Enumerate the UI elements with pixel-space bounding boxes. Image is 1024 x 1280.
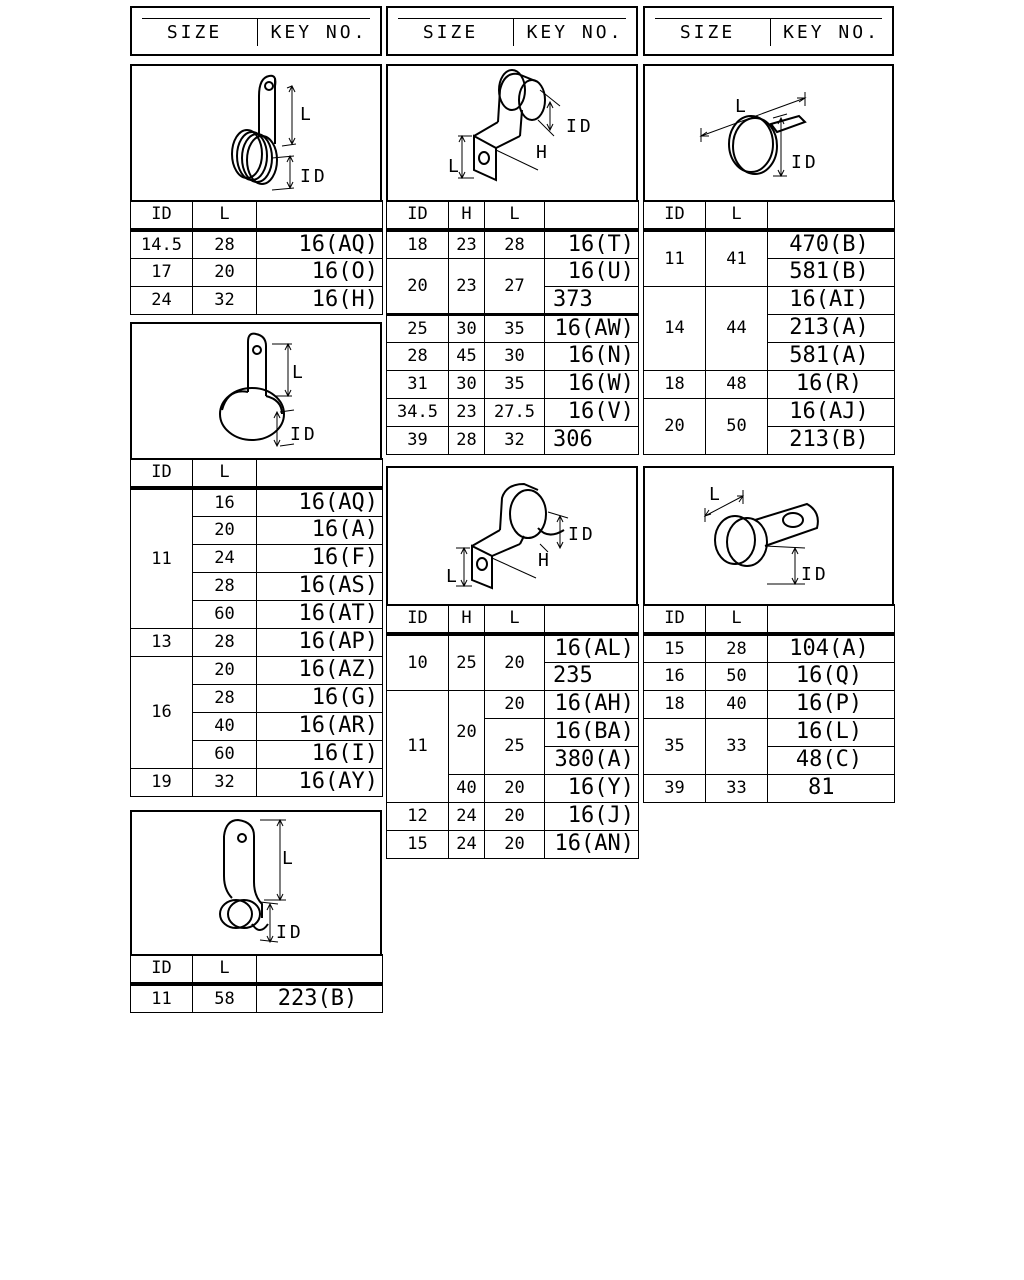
- table-row: [131, 488, 383, 517]
- key-no-cell: 16(Y): [545, 774, 639, 802]
- size-cell: 10: [387, 634, 449, 691]
- size-cell: 15: [644, 634, 706, 663]
- size-cell: 24: [193, 544, 257, 572]
- key-no-cell: 16(AL): [545, 634, 639, 663]
- key-no-cell: 16(AH): [545, 690, 639, 718]
- size-cell: H: [449, 605, 485, 634]
- key-no-cell: 16(G): [257, 684, 383, 712]
- table-row: [131, 258, 383, 286]
- dim-h-label: H: [538, 550, 549, 571]
- size-cell: 18: [644, 370, 706, 398]
- size-cell: ID: [131, 955, 193, 984]
- table-row: [387, 398, 639, 426]
- size-cell: 34.5: [387, 398, 449, 426]
- table-row: [644, 662, 895, 690]
- table-header-row: [131, 201, 383, 230]
- size-cell: 23: [449, 230, 485, 259]
- table-row: [387, 830, 639, 858]
- size-cell: [545, 605, 639, 634]
- figure-coil-clip: [130, 64, 382, 202]
- size-cell: 13: [131, 628, 193, 656]
- key-no-cell: 16(H): [257, 286, 383, 314]
- key-no-cell: 16(R): [768, 370, 895, 398]
- size-cell: 30: [449, 370, 485, 398]
- key-no-cell: 16(V): [545, 398, 639, 426]
- key-no-cell: 16(AZ): [257, 656, 383, 684]
- size-cell: 33: [706, 718, 768, 774]
- table-row: [644, 774, 895, 802]
- size-cell: 20: [644, 398, 706, 454]
- key-no-cell: 16(L): [768, 718, 895, 746]
- size-cell: 45: [449, 342, 485, 370]
- size-cell: 20: [449, 690, 485, 774]
- dim-l-label: L: [300, 104, 311, 125]
- size-cell: 20: [485, 774, 545, 802]
- size-cell: 28: [706, 634, 768, 663]
- key-no-cell: 16(P): [768, 690, 895, 718]
- key-no-cell: 16(AT): [257, 600, 383, 628]
- key-no-cell: 16(BA): [545, 718, 639, 746]
- size-cell: 28: [387, 342, 449, 370]
- dim-id-label: ID: [566, 116, 594, 137]
- table-row: [387, 690, 639, 718]
- size-cell: 60: [193, 740, 257, 768]
- key-no-cell: 16(AQ): [257, 488, 383, 517]
- size-cell: 30: [485, 342, 545, 370]
- table-row: [644, 370, 895, 398]
- size-cell: 32: [193, 286, 257, 314]
- size-heading: SIZE: [422, 22, 479, 43]
- size-cell: 14: [644, 286, 706, 370]
- size-cell: 30: [449, 314, 485, 342]
- key-no-heading: KEY NO.: [526, 22, 624, 43]
- size-cell: 28: [485, 230, 545, 259]
- size-cell: 40: [706, 690, 768, 718]
- key-no-cell: 16(J): [545, 802, 639, 830]
- size-cell: 24: [131, 286, 193, 314]
- table-saddle-clip: [386, 604, 639, 859]
- size-cell: 28: [449, 426, 485, 454]
- size-cell: ID: [387, 605, 449, 634]
- figure-flat-tab-clip: [643, 466, 894, 606]
- size-cell: 20: [193, 656, 257, 684]
- size-cell: L: [193, 955, 257, 984]
- dim-l-label: L: [448, 156, 459, 177]
- size-cell: L: [706, 201, 768, 230]
- size-cell: 35: [485, 370, 545, 398]
- size-cell: [545, 201, 639, 230]
- key-no-cell: 48(C): [768, 746, 895, 774]
- table-row: [131, 768, 383, 796]
- size-cell: 24: [449, 830, 485, 858]
- size-cell: 28: [193, 628, 257, 656]
- table-header-row: [131, 459, 383, 488]
- size-cell: [768, 605, 895, 634]
- size-cell: 25: [449, 634, 485, 691]
- table-row: [131, 656, 383, 684]
- size-cell: 20: [485, 830, 545, 858]
- size-cell: 15: [387, 830, 449, 858]
- size-cell: L: [485, 605, 545, 634]
- table-row: [644, 690, 895, 718]
- dim-id-label: ID: [801, 564, 829, 585]
- key-no-cell: 16(AP): [257, 628, 383, 656]
- table-row: [644, 230, 895, 259]
- table-row: [131, 230, 383, 259]
- key-no-cell: 213(A): [768, 314, 895, 342]
- table-ring-clip: [643, 200, 895, 455]
- figure-loop-clip: [130, 322, 382, 460]
- key-no-cell: 16(N): [545, 342, 639, 370]
- dim-l-label: L: [709, 484, 720, 505]
- table-row: [387, 342, 639, 370]
- size-cell: 39: [644, 774, 706, 802]
- figure-double-clip: [386, 64, 638, 202]
- key-no-cell: 16(W): [545, 370, 639, 398]
- size-cell: 27: [485, 258, 545, 314]
- header-col2: [386, 6, 638, 56]
- figure-ring-clip: [643, 64, 894, 202]
- table-row: [644, 398, 895, 426]
- key-no-cell: 235: [545, 662, 639, 690]
- key-no-cell: 16(T): [545, 230, 639, 259]
- table-double-clip: [386, 200, 639, 455]
- size-cell: ID: [387, 201, 449, 230]
- size-heading: SIZE: [679, 22, 736, 43]
- size-cell: 32: [193, 768, 257, 796]
- table-header-row: [644, 201, 895, 230]
- table-row: [644, 634, 895, 663]
- size-cell: L: [485, 201, 545, 230]
- size-heading: SIZE: [166, 22, 223, 43]
- key-no-cell: 581(B): [768, 258, 895, 286]
- size-cell: 35: [644, 718, 706, 774]
- size-cell: [257, 459, 383, 488]
- size-cell: 20: [485, 802, 545, 830]
- header-col1: [130, 6, 382, 56]
- key-no-cell: 16(AR): [257, 712, 383, 740]
- key-no-cell: 306: [545, 426, 639, 454]
- key-no-cell: 16(Q): [768, 662, 895, 690]
- table-row: [387, 426, 639, 454]
- size-cell: 28: [193, 230, 257, 259]
- size-cell: 32: [485, 426, 545, 454]
- size-cell: 31: [387, 370, 449, 398]
- size-cell: 27.5: [485, 398, 545, 426]
- figure-long-tab-clip: [130, 810, 382, 956]
- size-cell: 28: [193, 572, 257, 600]
- size-cell: 25: [485, 718, 545, 774]
- key-no-cell: 16(F): [257, 544, 383, 572]
- size-cell: 24: [449, 802, 485, 830]
- key-no-cell: 223(B): [257, 984, 383, 1013]
- size-cell: 18: [644, 690, 706, 718]
- size-cell: 25: [387, 314, 449, 342]
- dim-id-label: ID: [276, 922, 304, 943]
- size-cell: 48: [706, 370, 768, 398]
- table-row: [131, 286, 383, 314]
- size-cell: 35: [485, 314, 545, 342]
- key-no-cell: 104(A): [768, 634, 895, 663]
- key-no-cell: 16(AN): [545, 830, 639, 858]
- table-row: [387, 230, 639, 259]
- size-cell: 23: [449, 398, 485, 426]
- table-long-tab-clip: [130, 954, 383, 1013]
- size-cell: L: [706, 605, 768, 634]
- table-row: [131, 628, 383, 656]
- table-row: [644, 286, 895, 314]
- size-cell: 14.5: [131, 230, 193, 259]
- size-cell: 20: [193, 516, 257, 544]
- table-header-row: [387, 605, 639, 634]
- table-row: [644, 718, 895, 746]
- key-no-cell: 213(B): [768, 426, 895, 454]
- size-cell: ID: [644, 201, 706, 230]
- size-cell: H: [449, 201, 485, 230]
- table-row: [387, 258, 639, 286]
- size-cell: 40: [449, 774, 485, 802]
- size-cell: 58: [193, 984, 257, 1013]
- key-no-cell: 470(B): [768, 230, 895, 259]
- table-row: [387, 802, 639, 830]
- dim-l-label: L: [735, 96, 746, 117]
- size-cell: 20: [193, 258, 257, 286]
- key-no-cell: 16(U): [545, 258, 639, 286]
- key-no-cell: 16(AQ): [257, 230, 383, 259]
- dim-l-label: L: [446, 566, 457, 587]
- size-cell: [768, 201, 895, 230]
- table-row: [387, 314, 639, 342]
- table-header-row: [387, 201, 639, 230]
- size-cell: 40: [193, 712, 257, 740]
- key-no-cell: 16(I): [257, 740, 383, 768]
- table-row: [131, 984, 383, 1013]
- size-cell: 12: [387, 802, 449, 830]
- table-flat-tab-clip: [643, 604, 895, 803]
- dim-id-label: ID: [290, 424, 318, 445]
- key-no-cell: 380(A): [545, 746, 639, 774]
- table-row: [387, 634, 639, 663]
- size-cell: 19: [131, 768, 193, 796]
- figure-saddle-clip: [386, 466, 638, 606]
- size-cell: 16: [131, 656, 193, 768]
- size-cell: 11: [131, 488, 193, 629]
- key-no-cell: 16(AY): [257, 768, 383, 796]
- table-header-row: [131, 955, 383, 984]
- table-header-row: [644, 605, 895, 634]
- size-cell: 33: [706, 774, 768, 802]
- size-cell: 23: [449, 258, 485, 314]
- size-cell: [257, 955, 383, 984]
- dim-l-label: L: [292, 362, 303, 383]
- size-cell: 20: [485, 690, 545, 718]
- dim-id-label: ID: [300, 166, 328, 187]
- header-col3: [643, 6, 894, 56]
- size-cell: 16: [644, 662, 706, 690]
- key-no-cell: 16(AJ): [768, 398, 895, 426]
- size-cell: [257, 201, 383, 230]
- dim-id-label: ID: [568, 524, 596, 545]
- size-cell: 44: [706, 286, 768, 370]
- dim-l-label: L: [282, 848, 293, 869]
- key-no-cell: 16(O): [257, 258, 383, 286]
- size-cell: 20: [387, 258, 449, 314]
- size-cell: 50: [706, 662, 768, 690]
- size-cell: 11: [131, 984, 193, 1013]
- size-cell: L: [193, 459, 257, 488]
- size-cell: 11: [644, 230, 706, 287]
- table-coil-clip: [130, 200, 383, 315]
- size-cell: 17: [131, 258, 193, 286]
- size-cell: 39: [387, 426, 449, 454]
- size-cell: 50: [706, 398, 768, 454]
- dim-id-label: ID: [791, 152, 819, 173]
- size-cell: 41: [706, 230, 768, 287]
- key-no-heading: KEY NO.: [783, 22, 880, 43]
- col-id: ID: [131, 201, 193, 230]
- size-cell: 28: [193, 684, 257, 712]
- col-l: L: [193, 201, 257, 230]
- size-cell: 60: [193, 600, 257, 628]
- key-no-cell: 16(AW): [545, 314, 639, 342]
- size-cell: 16: [193, 488, 257, 517]
- key-no-cell: 81: [768, 774, 895, 802]
- key-no-cell: 16(AI): [768, 286, 895, 314]
- table-loop-clip: [130, 458, 383, 797]
- key-no-cell: 16(A): [257, 516, 383, 544]
- size-cell: ID: [131, 459, 193, 488]
- size-cell: 18: [387, 230, 449, 259]
- table-row: [387, 370, 639, 398]
- key-no-heading: KEY NO.: [270, 22, 368, 43]
- size-cell: 20: [485, 634, 545, 691]
- key-no-cell: 373: [545, 286, 639, 314]
- key-no-cell: 16(AS): [257, 572, 383, 600]
- size-cell: ID: [644, 605, 706, 634]
- size-cell: 11: [387, 690, 449, 802]
- key-no-cell: 581(A): [768, 342, 895, 370]
- dim-h-label: H: [536, 142, 547, 163]
